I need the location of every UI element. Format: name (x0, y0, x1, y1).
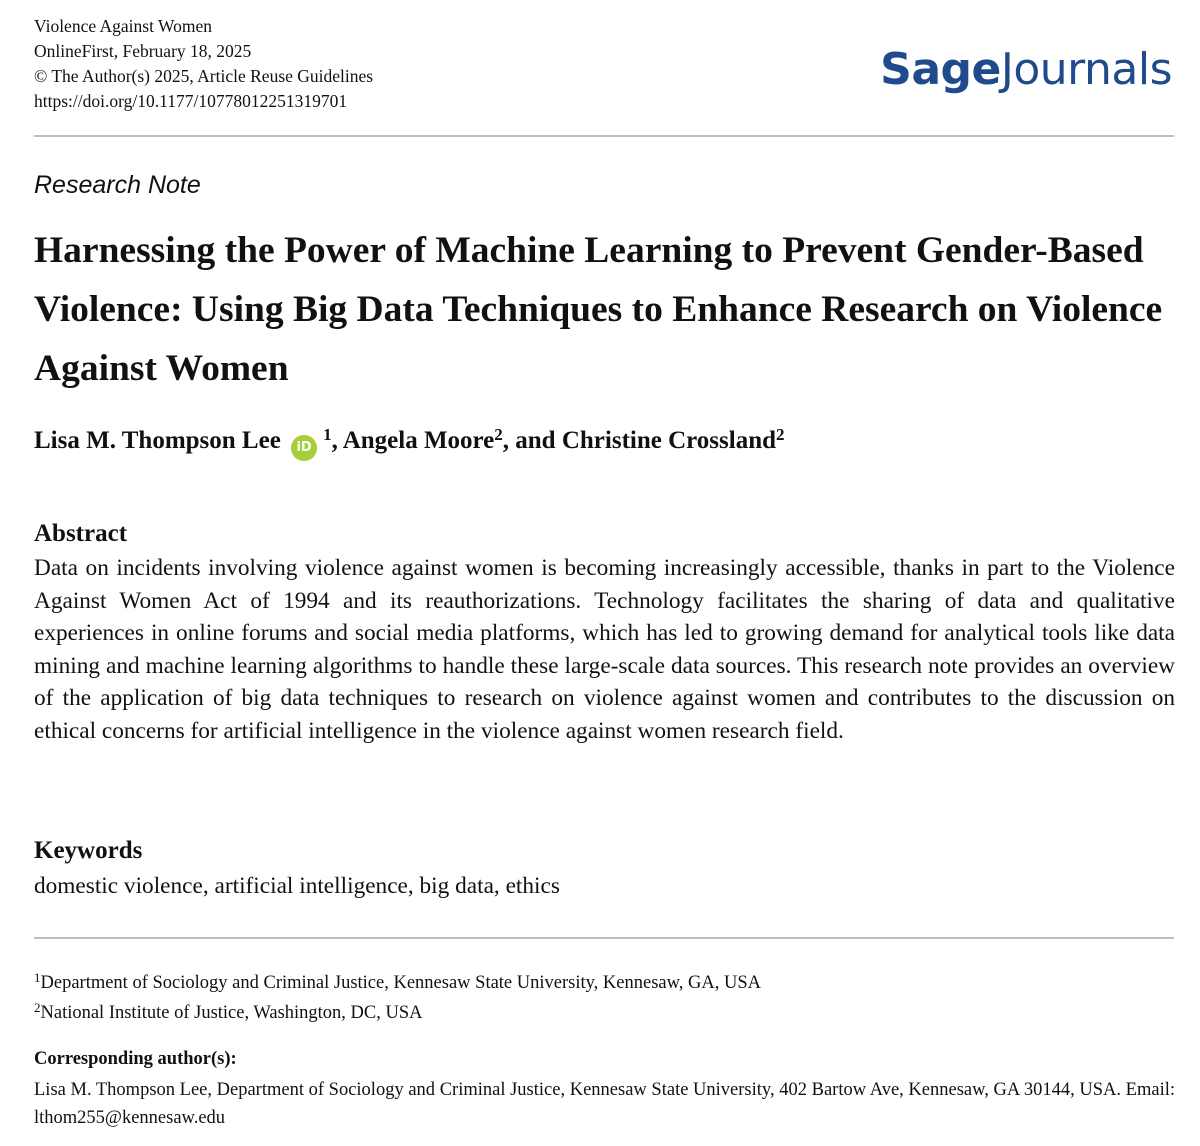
article-type: Research Note (34, 171, 201, 199)
logo-sage-text: Sage (880, 44, 1001, 95)
author-name[interactable]: Christine Crossland (561, 427, 777, 454)
affiliation-text: Department of Sociology and Criminal Justice, Kennesaw State University, Kennesaw, GA, USA (40, 973, 761, 993)
doi-link[interactable]: https://doi.org/10.1177/10778012251319701 (34, 91, 348, 111)
publication-date: OnlineFirst, February 18, 2025 (34, 41, 252, 61)
journal-name: Violence Against Women (34, 16, 213, 36)
footnote-divider (34, 937, 1174, 939)
affiliation-text: National Institute of Justice, Washington, DC, USA (40, 1003, 423, 1023)
logo-journals-text: Journals (1000, 44, 1172, 95)
abstract-text: Data on incidents involving violence against women is becoming increasingly accessible, thanks in part to the Violence Against Women Act of 1994 and its reauthorizations. Technology facilitates the sharing of data and qualitative experiences in online forums and social media platforms, which has led to growing demand for analytical tools like data mining and machine learning algorithms to handle these large-scale data sources. This research note provides an overview of the application of big data techniques to research on violence against women and contributes to the discussion on ethical concerns for artificial intelligence in the violence against women research field. (34, 555, 1175, 744)
keywords-heading: Keywords (34, 837, 143, 864)
affiliation-marker: 1 (34, 970, 41, 985)
author-separator: , (331, 427, 338, 454)
affiliation-1 (34, 970, 761, 994)
corresponding-author-details: Lisa M. Thompson Lee, Department of Sociology and Criminal Justice, Kennesaw State University, 402 Bartow Ave, Kennesaw, GA 30144, USA. Email: lthom255@kennesaw.edu (34, 1080, 1175, 1128)
author-name[interactable]: Angela Moore (342, 427, 495, 454)
orcid-icon[interactable]: iD (291, 435, 317, 461)
sage-journals-logo (880, 44, 1172, 95)
affiliation-2 (34, 1000, 423, 1024)
article-title: Harnessing the Power of Machine Learning to Prevent Gender-Based Violence: Using Big Data Techniques to Enhance Research on Violence Against Women (34, 230, 1163, 389)
header-divider (34, 135, 1174, 137)
journal-meta (34, 14, 373, 114)
author-separator: , and (502, 427, 556, 454)
affiliation-marker: 2 (776, 425, 785, 444)
author-name[interactable]: Lisa M. Thompson Lee (34, 427, 281, 454)
affiliation-marker: 2 (34, 1000, 41, 1015)
abstract-heading: Abstract (34, 520, 128, 547)
keywords-list: domestic violence, artificial intelligence, big data, ethics (34, 873, 560, 899)
corresponding-author-heading: Corresponding author(s): (34, 1049, 237, 1069)
author-list (34, 425, 785, 461)
affiliation-marker: 1 (323, 425, 332, 444)
affiliation-marker: 2 (494, 425, 503, 444)
copyright-line[interactable]: © The Author(s) 2025, Article Reuse Guidelines (34, 66, 374, 86)
